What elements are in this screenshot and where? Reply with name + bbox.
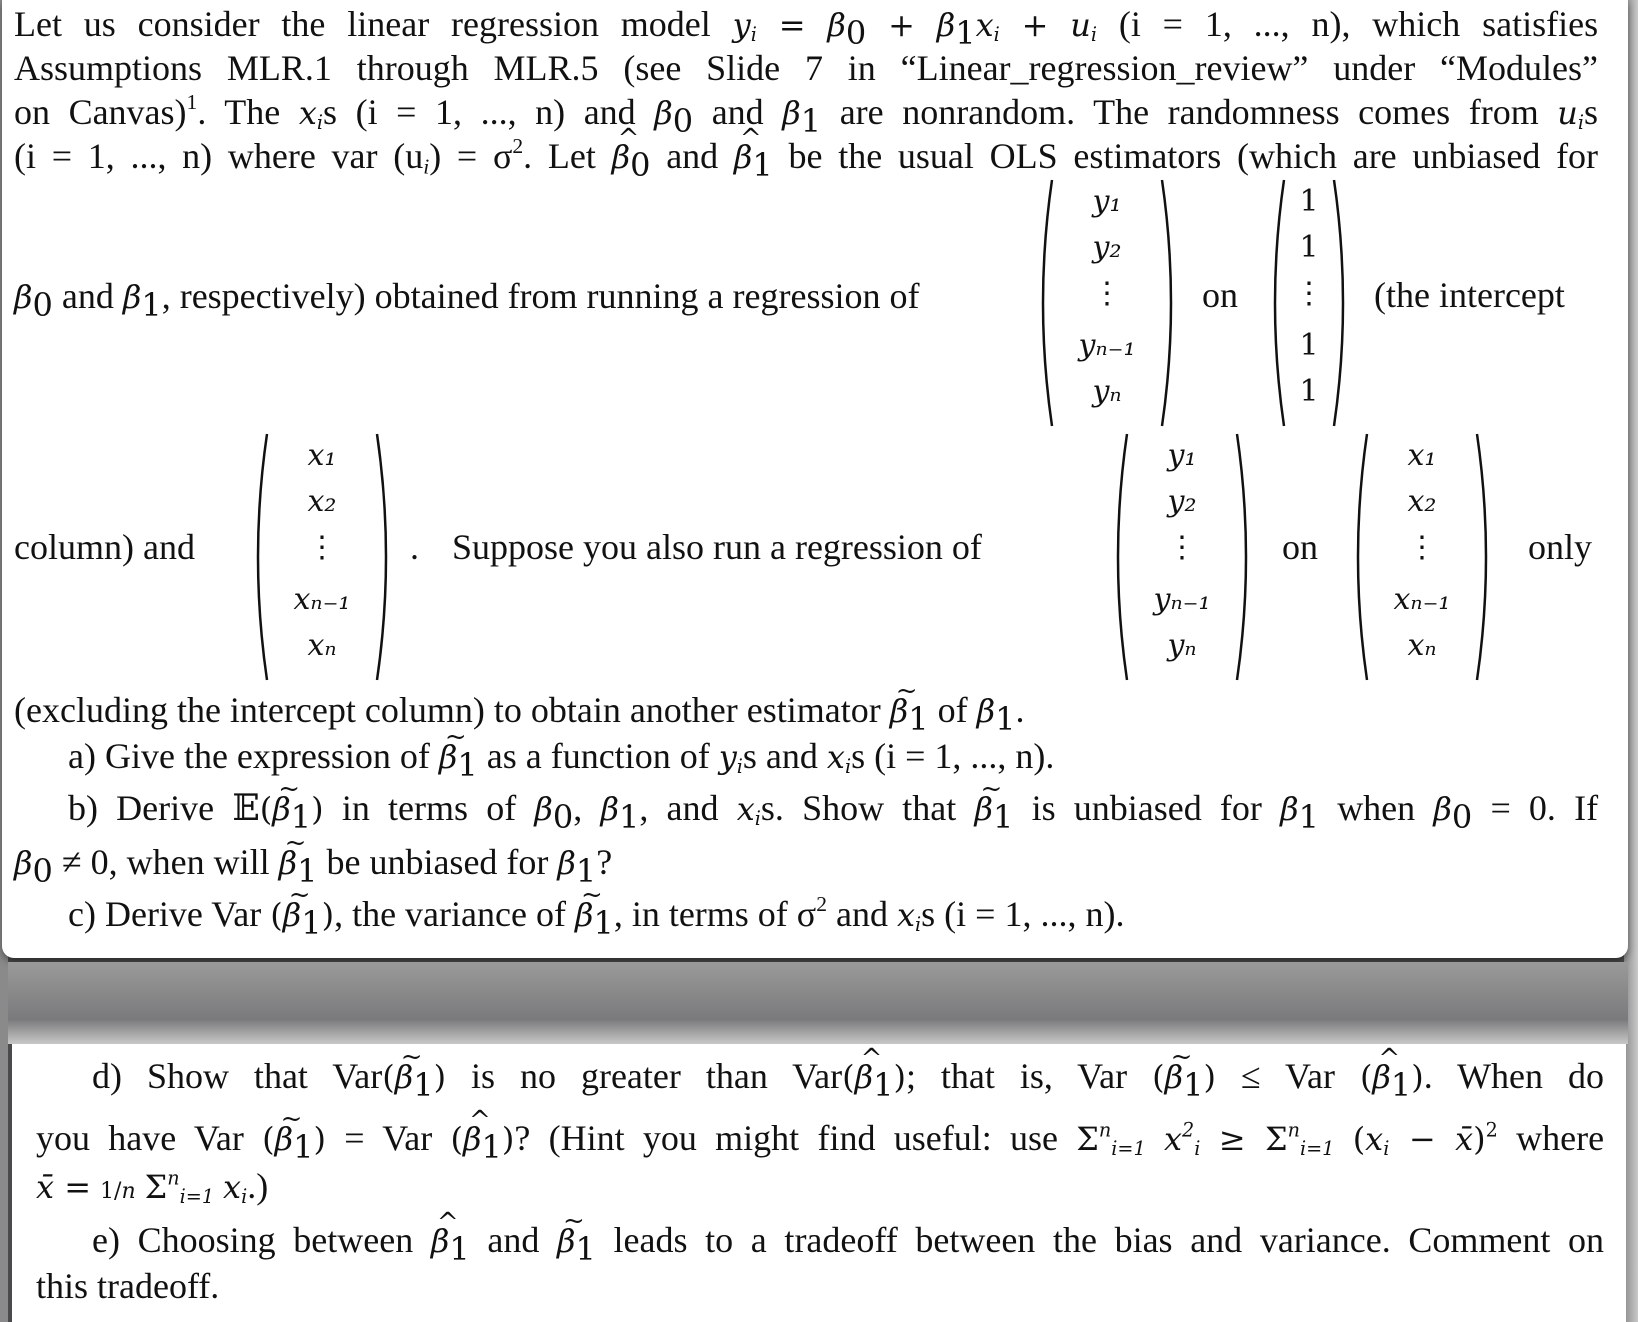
matrix-cell: x₁ [1407,438,1437,473]
matrix-cell: xₙ₋₁ [293,582,351,617]
text: ? (Hint you might find useful: use [514,1118,1058,1158]
text-line-7: (excluding the intercept column) to obtain another estimator ~ $\beta_1$ of $\beta_1$. [14,688,1024,741]
text: . The [197,92,281,132]
matrix-cell: x₁ [307,438,337,473]
text: Suppose you also run a regression of [452,527,982,567]
question-e: e) Choosing between ^ $\beta_1$ and ~ $\beta_1$ leads to a tradeoff between the bias and variance. Comment on [92,1218,1604,1271]
text-line-1: Let us consider the linear regression model $y_i = \beta_0 + \beta_1x_i + u_i$ (i = 1, ..., n), which satisfies [14,4,1599,52]
text: on [1282,527,1318,567]
text: where [1516,1118,1605,1158]
text: . [410,527,419,567]
text: (the intercept [1374,275,1565,315]
text: (i = 1, ..., n), which satisfies [1118,4,1599,44]
text: = Var [344,1118,433,1158]
matrix-cell: 1 [1299,184,1319,219]
text: only [1528,527,1593,567]
text: (excluding the intercept column) to obtain another estimator [14,690,881,730]
matrix-cell: 1 [1299,328,1319,363]
text-line-2: Assumptions MLR.1 through MLR.5 (see Slide 7 in “Linear_regression_review” under “Modules” [14,48,1598,88]
question-e-cont: this tradeoff. [36,1266,220,1306]
text: ; that is, Var [905,1056,1128,1096]
question-b-cont: $\beta_0 \ne 0$, when will ~ $\beta_1$ be unbiased for $\beta_1$? [14,840,612,893]
text: Let us consider the linear regression model [14,4,711,44]
text: b) Derive [68,788,215,828]
text: when [1337,788,1416,828]
text: and [487,1220,540,1260]
text: . When do [1423,1056,1605,1096]
text: 𝔼 [232,788,260,828]
y-vector-2 [1107,432,1257,682]
text: , and [639,788,719,828]
text: and [61,276,114,316]
matrix-cell: xₙ₋₁ [1393,582,1451,617]
matrix-cell: yₙ [1167,628,1197,663]
x-vector-1 [247,432,397,682]
text: ) [256,1166,269,1206]
screenshot-gap [8,962,1628,1044]
matrix-cell: y₁ [1167,438,1197,473]
text: you have Var [36,1118,244,1158]
text: ≠ 0, when will [61,842,270,882]
matrix-cell: ⋮ [1167,530,1197,565]
problem-card-top [2,0,1628,958]
text: = 0. If [1490,788,1599,828]
text: s (i = 1, ..., n). [921,894,1125,934]
text: (i = 1, ..., n) where var (u [14,136,424,176]
text-line-3: on Canvas)$^1$. The $x_is$ (i = 1, ..., n) and $\beta_0$ and $\beta_1$ are nonrandom. The randomness comes from $u_is$ [14,89,1599,140]
text: in terms of [341,788,517,828]
text: . Let [523,136,596,176]
text-line-5: $\beta_0$ and $\beta_1$, respectively) obtained from running a regression of [14,276,920,324]
text: of [937,690,968,730]
matrix-cell: 1 [1299,374,1319,409]
text: , the variance of [334,894,566,934]
text-line-4: (i = 1, ..., n) where var $(u_i) = \sigma^2$. Let ^ $\beta_0$ and ^ $\beta_1$ be the usual OLS estimators (which are unbiased for [14,134,1598,188]
text: s. Show that [760,788,957,828]
text: are nonrandom. The randomness comes from [839,92,1539,132]
text: on Canvas) [14,92,187,132]
matrix-cell: xₙ [307,628,337,663]
text: ≤ Var [1240,1056,1335,1096]
matrix-cell: y₁ [1092,184,1122,219]
matrix-cell: ⋮ [1294,276,1324,311]
ones-vector [1264,178,1354,428]
text: a) Give the expression of [68,736,430,776]
matrix-cell: yₙ₋₁ [1078,328,1136,363]
text: s (i = 1, ..., n) and [323,92,636,132]
matrix-cell: x₂ [307,484,337,519]
text: c) Derive Var [68,894,262,934]
matrix-cell: y₂ [1167,484,1197,519]
matrix-cell: yₙ [1092,374,1122,409]
question-d-cont: you have Var (~ $\beta_1$) = Var (^ $\beta_1$)? (Hint you might find useful: use $\Sigma^n_{i=1}$ $x^2_i \ge \Sigma^n_{i=1}$ ($x_i$ − x̄)$^2$ where [36,1116,1604,1171]
text: is unbiased for [1031,788,1262,828]
matrix-cell: xₙ [1407,628,1437,663]
matrix-cell: yₙ₋₁ [1153,582,1211,617]
y-vector-1 [1032,178,1182,428]
matrix-cell: y₂ [1092,230,1122,265]
text: , in terms of σ [613,894,817,934]
matrix-cell: ⋮ [1092,276,1122,311]
matrix-cell: 1 [1299,230,1319,265]
question-a: a) Give the expression of ~ $\beta_1$ as a function of $y_is$ and $x_is$ (i = 1, ..., n). [68,734,1054,789]
problem-card-bottom [12,1044,1626,1322]
matrix-cell: ⋮ [307,530,337,565]
text: s [1584,92,1599,132]
text: as a function of [486,736,710,776]
text: and [711,92,764,132]
text: ) = σ [429,136,513,176]
text: ? [596,842,613,882]
footnote-marker: 1 [186,89,198,114]
text: be the usual OLS estimators (which are unbiased for [788,136,1599,176]
text: d) Show that Var [92,1056,383,1096]
question-d: d) Show that Var(~ $\beta_1$) is no greater than Var(^ $\beta_1$); that is, Var (~ $\beta_1$) ≤ Var (^ $\beta_1$). When do [92,1054,1604,1107]
text: . [1015,690,1025,730]
text: is no greater than Var [471,1056,843,1096]
text: and [666,136,719,176]
question-c: c) Derive Var (~ $\beta_1$), the variance of ~ $\beta_1$, in terms of $\sigma^2$ and $x_is$ (i = 1, ..., n). [68,892,1124,947]
text: on [1202,275,1238,315]
text: , respectively) obtained from running a regression of [161,276,920,316]
matrix-cell: ⋮ [1407,530,1437,565]
text: and [836,894,888,934]
matrix-cell: x₂ [1407,484,1437,519]
text: column) and [14,527,195,567]
question-b: b) Derive 𝔼(~ $\beta_1$) in terms of $\beta_0$, $\beta_1$, and $x_is$. Show that ~ $\beta_1$ is unbiased for $\beta_1$ when $\beta_0 = 0$. If [68,786,1598,841]
text: e) Choosing between [92,1220,414,1260]
text: s (i = 1, ..., n). [851,736,1055,776]
x-vector-2 [1347,432,1497,682]
text: x̄ = [36,1168,92,1206]
text: leads to a tradeoff between the bias and variance. Comment on [613,1220,1605,1260]
text: be unbiased for [326,842,549,882]
question-d-cont2: x̄ = 1/n $\Sigma^n_{i=1}$ $x_i$.) [36,1166,269,1208]
text: s and [742,736,818,776]
